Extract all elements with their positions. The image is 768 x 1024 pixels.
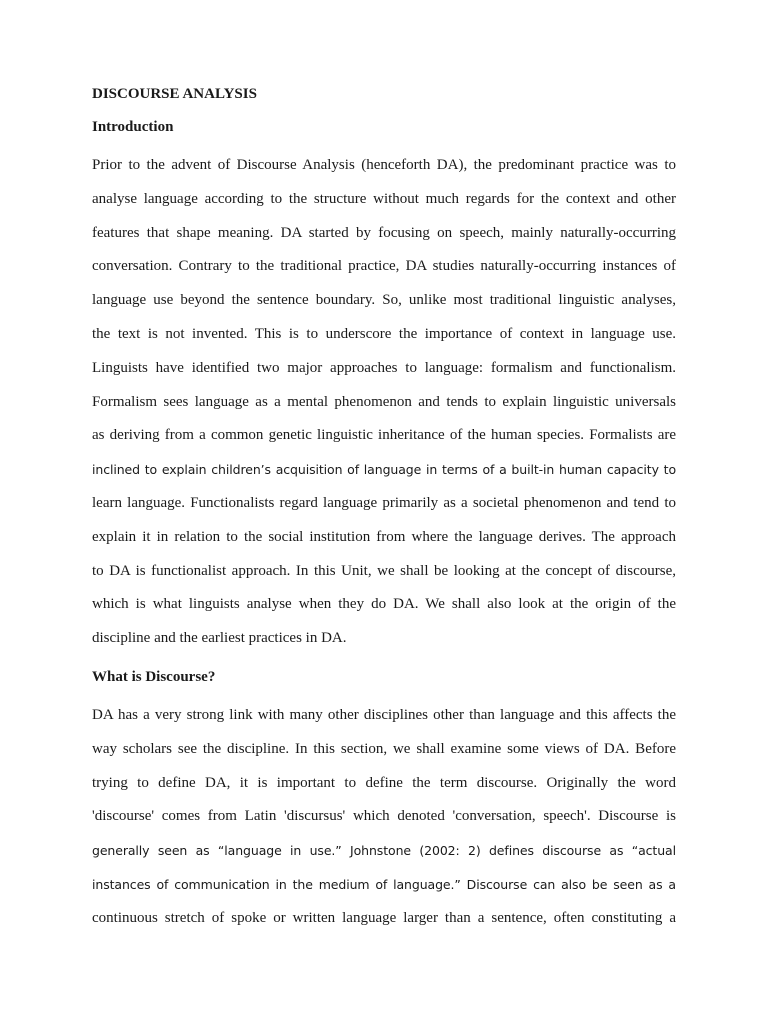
text-line: inclined to explain children’s acquisition of language in terms of a built-in human capacity to <box>92 462 676 478</box>
document-page <box>92 85 676 936</box>
text-line: learn language. Functionalists regard language primarily as a societal phenomenon and tend to <box>92 494 676 511</box>
section-heading-introduction: Introduction <box>92 119 174 135</box>
text-line: DA has a very strong link with many other disciplines other than language and this affects the <box>92 706 676 723</box>
text-line: Formalism sees language as a mental phenomenon and tends to explain linguistic universals <box>92 393 676 410</box>
text-line: generally seen as “language in use.” Johnstone (2002: 2) defines discourse as “actual <box>92 843 676 859</box>
text-line: way scholars see the discipline. In this section, we shall examine some views of DA. Before <box>92 740 676 757</box>
section-spacer <box>92 656 676 668</box>
text-line: explain it in relation to the social institution from where the language derives. The approach <box>92 528 676 545</box>
text-line: continuous stretch of spoke or written language larger than a sentence, often constituting a <box>92 909 676 926</box>
text-line: Prior to the advent of Discourse Analysis (henceforth DA), the predominant practice was to <box>92 157 676 173</box>
paragraph-what-is-discourse <box>92 699 676 936</box>
text-line: features that shape meaning. DA started by focusing on speech, mainly naturally-occurring <box>92 224 676 241</box>
paragraph-introduction <box>92 149 676 656</box>
text-line: which is what linguists analyse when they do DA. We shall also look at the origin of the <box>92 596 676 613</box>
text-line: instances of communication in the medium of language.” Discourse can also be seen as a <box>92 876 676 892</box>
section-heading-what-is-discourse: What is Discourse? <box>92 668 216 685</box>
document-title: DISCOURSE ANALYSIS <box>92 86 257 102</box>
text-line: analyse language according to the structure without much regards for the context and other <box>92 190 676 207</box>
text-line: language use beyond the sentence boundary. So, unlike most traditional linguistic analyses, <box>92 292 676 309</box>
text-line: trying to define DA, it is important to define the term discourse. Originally the word <box>92 774 676 791</box>
text-line: to DA is functionalist approach. In this Unit, we shall be looking at the concept of discourse, <box>92 562 676 579</box>
text-line: 'discourse' comes from Latin 'discursus' which denoted 'conversation, speech'. Discourse is <box>92 808 676 825</box>
text-line: conversation. Contrary to the traditional practice, DA studies naturally-occurring instances of <box>92 258 676 275</box>
text-line: the text is not invented. This is to underscore the importance of context in language use. <box>92 325 676 342</box>
text-line: as deriving from a common genetic linguistic inheritance of the human species. Formalists are <box>92 427 676 444</box>
text-line: Linguists have identified two major approaches to language: formalism and functionalism. <box>92 359 676 376</box>
text-line: discipline and the earliest practices in DA. <box>92 630 347 647</box>
